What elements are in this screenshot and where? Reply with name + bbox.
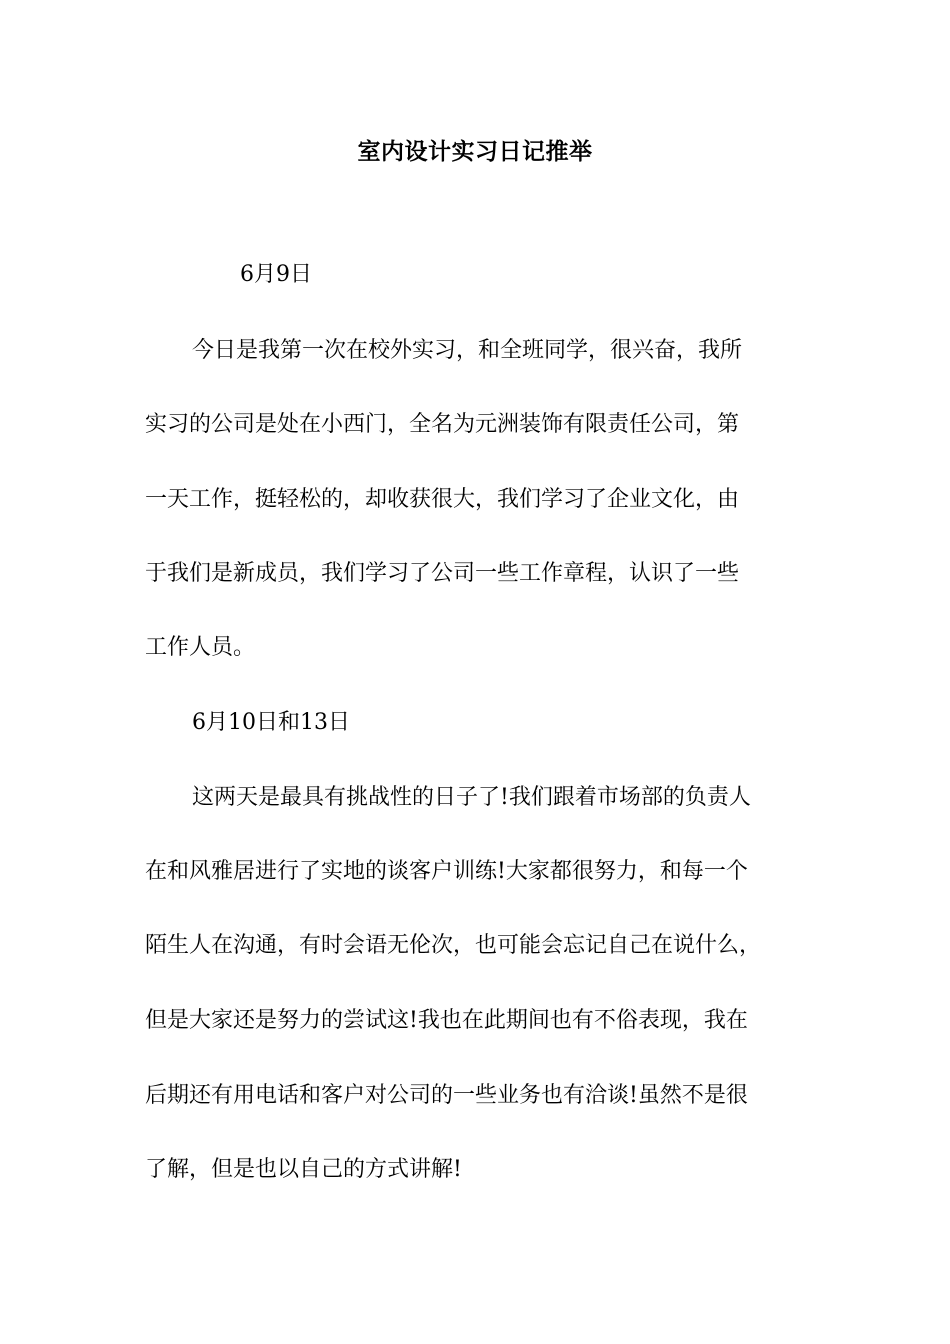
entry-date: 6月10日和13日	[192, 710, 350, 735]
paragraph-line: 了解，但是也以自己的方式讲解!	[145, 1157, 462, 1182]
document-title: 室内设计实习日记推举	[357, 139, 593, 165]
paragraph-line: 这两天是最具有挑战性的日子了!我们跟着市场部的负责人	[192, 785, 751, 810]
paragraph-line: 于我们是新成员，我们学习了公司一些工作章程，认识了一些	[145, 561, 740, 586]
entry-date: 6月9日	[240, 262, 312, 287]
paragraph-line: 在和风雅居进行了实地的谈客户训练!大家都很努力，和每一个	[145, 859, 748, 884]
paragraph-line: 今日是我第一次在校外实习，和全班同学，很兴奋，我所	[192, 338, 743, 363]
paragraph-line: 工作人员。	[145, 635, 256, 660]
paragraph-line: 一天工作，挺轻松的，却收获很大，我们学习了企业文化，由	[145, 487, 740, 512]
paragraph-line: 但是大家还是努力的尝试这!我也在此期间也有不俗表现，我在	[145, 1008, 748, 1033]
paragraph-line: 实习的公司是处在小西门，全名为元洲装饰有限责任公司，第	[145, 412, 740, 437]
paragraph-line: 后期还有用电话和客户对公司的一些业务也有洽谈!虽然不是很	[145, 1083, 748, 1108]
paragraph-line: 陌生人在沟通，有时会语无伦次，也可能会忘记自己在说什么，	[145, 933, 762, 958]
